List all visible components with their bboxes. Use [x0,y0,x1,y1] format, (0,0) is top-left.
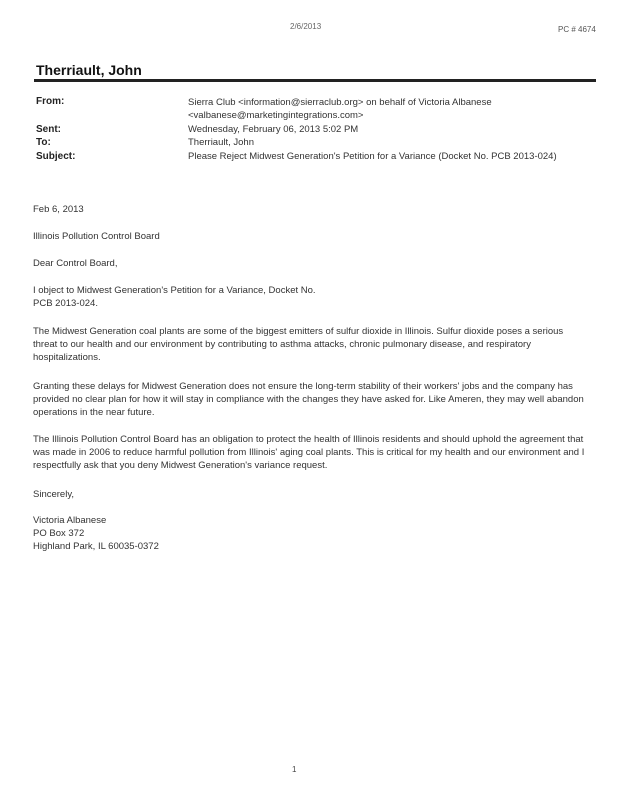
header-divider [34,79,596,82]
to-value: Therriault, John [188,137,255,148]
from-value-line2: <valbanese@marketingintegrations.com> [188,110,364,121]
objection-line-1: I object to Midwest Generation's Petition for a Variance, Docket No. [33,285,316,296]
paragraph-delays: Granting these delays for Midwest Generation does not ensure the long-term stability of their workers' jobs and the company has provided no clear plan for how it will stay in compliance with the changes they have asked for. Like Ameren, they may well abandon operations in the near future. [33,381,584,418]
closing: Sincerely, [33,489,75,500]
sent-label: Sent: [36,124,61,135]
from-label: From: [36,96,65,107]
signature-address-line-2: Highland Park, IL 60035-0372 [33,541,159,552]
signature-address-line-1: PO Box 372 [33,528,85,539]
subject-value: Please Reject Midwest Generation's Petition for a Variance (Docket No. PCB 2013-024) [188,151,557,162]
sent-value: Wednesday, February 06, 2013 5:02 PM [188,124,359,135]
pc-number-stamp: PC # 4674 [558,25,596,34]
signature-block [33,514,585,553]
to-label: To: [36,137,51,148]
from-value-line1: Sierra Club <information@sierraclub.org> on behalf of Victoria Albanese [188,97,492,108]
recipient-name-header: Therriault, John [36,62,142,78]
objection-line-2: PCB 2013-024. [33,298,98,309]
salutation: Dear Control Board, [33,258,118,269]
page-number: 1 [292,765,297,774]
fax-date-stamp: 2/6/2013 [290,22,322,31]
letter-date: Feb 6, 2013 [33,204,84,215]
subject-label: Subject: [36,151,76,162]
paragraph-obligation: The Illinois Pollution Control Board has an obligation to protect the health of Illinois residents and should uphold the agreement that was made in 2006 to reduce harmful pollution from Illinois' aging coal plants. This is critical for my health and our environment and I respectfully ask that you deny Midwest Generation's variance request. [33,434,585,471]
signature-name: Victoria Albanese [33,515,107,526]
paragraph-sulfur-dioxide: The Midwest Generation coal plants are some of the biggest emitters of sulfur dioxide in Illinois. Sulfur dioxide poses a serious threat to our health and our environment by contributing to asthma attacks, chronic pulmonary disease, and respiratory hospitalizations. [33,326,564,363]
letter-recipient: Illinois Pollution Control Board [33,231,160,242]
objection-statement [33,284,585,310]
